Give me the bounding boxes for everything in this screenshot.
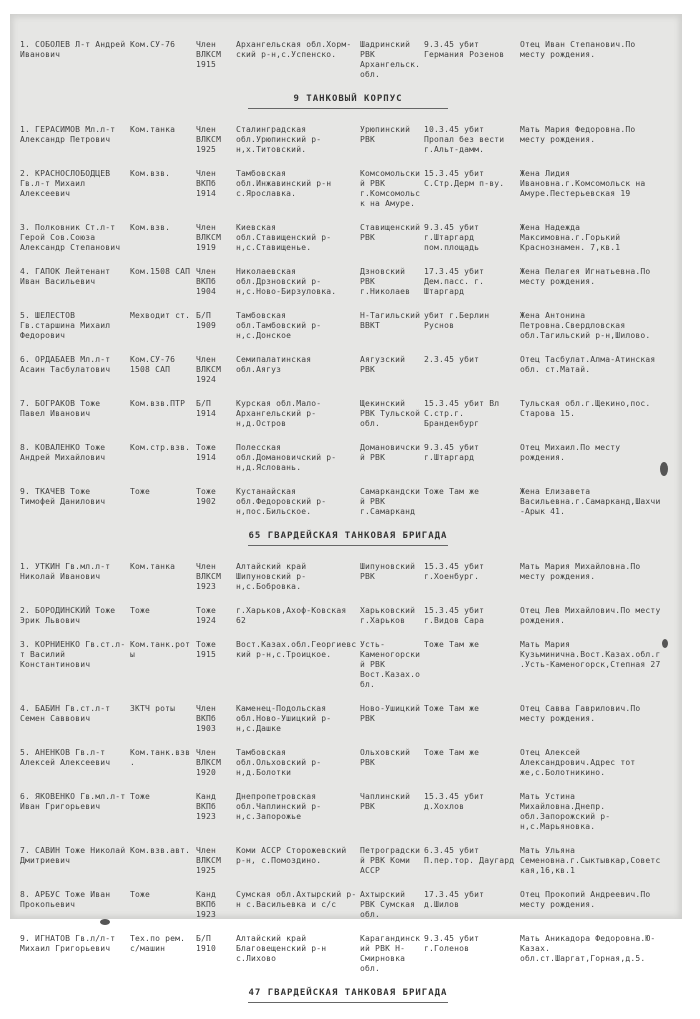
entry-draft-office: Ольховский РВК — [360, 748, 411, 767]
list-entry — [20, 890, 676, 920]
entry-address: Киевская обл.Ставищенский р-н,с.Ставищенье. — [236, 223, 332, 252]
entry-draft-office: Щекинский РВК Тульской обл. — [360, 399, 421, 428]
list-entry — [20, 443, 676, 473]
list-entry — [20, 487, 676, 517]
entry-draft-office: Ахтырский РВК Сумская обл. — [360, 890, 416, 919]
entry-address: Вост.Казах.обл.Георгиевский р-н,с.Троицкое. — [236, 640, 357, 659]
entry-post: Ком.танка — [130, 125, 176, 134]
list-entry — [20, 311, 676, 341]
section-underline — [248, 545, 448, 546]
entry-date-burial: 15.3.45 убит С.Стр.Дерм п-ву. — [424, 169, 505, 188]
entry-family: Мать Мария Федоровна.По месту рождения. — [520, 125, 636, 144]
entry-name: 6. ОРДАБАЕВ Мл.л-т Асаин Тасбулатович — [20, 355, 111, 374]
entry-draft-office: Дзновский РВК г.Николаев — [360, 267, 411, 296]
entry-name: 3. КОРНИЕНКО Гв.ст.л-т Василий Константинович — [20, 640, 126, 669]
entry-name: 4. ГАПОК Лейтенант Иван Васильевич — [20, 267, 111, 286]
entry-name: 4. БАБИН Гв.ст.л-т Семен Саввович — [20, 704, 111, 723]
entry-name: 8. АРБУС Тоже Иван Прокопьевич — [20, 890, 111, 909]
list-entry — [20, 40, 676, 80]
entry-draft-office: Н-Тагильский ВВКТ — [360, 311, 421, 330]
entry-post: Ком.СУ-76 1508 САП — [130, 355, 176, 374]
list-entry — [20, 640, 676, 690]
entry-party-year: Член ВЛКСМ 1924 — [196, 355, 222, 384]
entry-family: Отец Савва Гаврилович.По месту рождения. — [520, 704, 641, 723]
entry-date-burial: Тоже Там же — [424, 487, 480, 496]
entry-address: Николаевская обл.Дрзновский р-н,с.Ново-Бирзуловка. — [236, 267, 337, 296]
entry-address: Полесская обл.Домановичский р-н,д.Ясловань. — [236, 443, 337, 472]
entry-name: 8. КОВАЛЕНКО Тоже Андрей Михайлович — [20, 443, 106, 462]
entry-name: 3. Полковник Ст.л-т Герой Сов.Союза Александр Степанович — [20, 223, 121, 252]
entry-post: Тоже — [130, 487, 151, 496]
entry-address: Днепропетровская обл.Чаплинский р-н,с.Запорожье — [236, 792, 322, 821]
section-title: 47 ГВАРДЕЙСКАЯ ТАНКОВАЯ БРИГАДА — [248, 988, 448, 998]
entry-address: г.Харьков,Ахоф-Ковская 62 — [236, 606, 347, 625]
entry-party-year: Член ВЛКСМ 1923 — [196, 562, 222, 591]
entry-party-year: Член ВЛКСМ 1925 — [196, 846, 222, 875]
entry-address: Тамбовская обл.Инжавинский р-н с.Ярославка. — [236, 169, 332, 198]
entry-family: Отец Лев Михайлович.По месту рождения. — [520, 606, 661, 625]
entry-name: 2. КРАСНОСЛОБОДЦЕВ Гв.л-т Михаил Алексеевич — [20, 169, 111, 198]
list-entry — [20, 846, 676, 876]
entry-date-burial: убит г.Берлин Руснов — [424, 311, 490, 330]
entry-date-burial: 15.3.45 убит Вл С.стр.г. Бранденбург — [424, 399, 500, 428]
entry-family: Мать Мария Кузьминична.Вост.Казах.обл.г.Усть-Каменогорск,Степная 27 — [520, 640, 661, 669]
entry-date-burial: 6.3.45 убит П.пер.тор. Даугард — [424, 846, 515, 865]
section-underline — [248, 108, 448, 109]
entry-post: Ком.танка — [130, 562, 176, 571]
section-underline — [248, 1002, 448, 1003]
entry-party-year: Тоже 1915 — [196, 640, 217, 659]
entry-date-burial: 17.3.45 убит Дем.пасс. г. Штаргард — [424, 267, 485, 296]
entry-address: Сталинградская обл.Урюпинский р-н,х.Титовский. — [236, 125, 322, 154]
entry-address: Тамбовская обл.Тамбовский р-н,с.Донское — [236, 311, 322, 340]
section-title: 9 ТАНКОВЫЙ КОРПУС — [293, 94, 403, 104]
entry-post: Тех.по рем. с/машин — [130, 934, 186, 953]
entry-draft-office: Комсомольский РВК г.Комсомольск на Амуре. — [360, 169, 421, 208]
entry-family: Тульская обл.г.Щекино,пос. Старова 15. — [520, 399, 651, 418]
entry-date-burial: 9.3.45 убит Германия Розенов — [424, 40, 505, 59]
entry-name: 5. ШЕЛЕСТОВ Гв.старшина Михаил Федорович — [20, 311, 111, 340]
entry-family: Жена Пелагея Игнатьевна.По месту рождения. — [520, 267, 651, 286]
list-entry — [20, 792, 676, 832]
entry-family: Мать Аникадора Федоровна.Ю-Казах. обл.ст.Шаргат,Горная,д.5. — [520, 934, 656, 963]
entry-address: Кустанайская обл.Федоровский р-н,пос.Бильское. — [236, 487, 327, 516]
entry-party-year: Тоже 1924 — [196, 606, 217, 625]
entry-name: 2. БОРОДИНСКИЙ Тоже Эрик Львович — [20, 606, 116, 625]
entry-family: Жена Елизавета Васильевна.г.Самарканд,Шахчи-Арык 41. — [520, 487, 661, 516]
ink-smudge — [100, 919, 110, 925]
entry-post: Ком.стр.взв. — [130, 443, 191, 452]
entry-family: Отец Михаил.По месту рождения. — [520, 443, 621, 462]
entry-address: Алтайский край Благовещенский р-н с.Лихово — [236, 934, 327, 963]
entry-party-year: Канд ВКПб 1923 — [196, 792, 217, 821]
entry-name: 1. ГЕРАСИМОВ Мл.л-т Александр Петрович — [20, 125, 116, 144]
entry-draft-office: Петроградский РВК Коми АССР — [360, 846, 421, 875]
entry-family: Отец Тасбулат.Алма-Атинская обл. ст.Матай. — [520, 355, 656, 374]
entry-name: 6. ЯКОВЕНКО Гв.мл.л-т Иван Григорьевич — [20, 792, 126, 811]
entry-party-year: Тоже 1914 — [196, 443, 217, 462]
entry-party-year: Член ВКПб 1904 — [196, 267, 217, 296]
entry-address: Курская обл.Мало-Архангельский р-н,д.Остров — [236, 399, 322, 428]
entry-family: Жена Лидия Ивановна.г.Комсомольск на Амуре.Пестерьевская 19 — [520, 169, 646, 198]
entry-post: ЗКТЧ роты — [130, 704, 176, 713]
entry-family: Отец Иван Степанович.По месту рождения. — [520, 40, 636, 59]
list-entry — [20, 355, 676, 385]
entry-name: 7. САВИН Тоже Николай Дмитриевич — [20, 846, 126, 865]
entry-name: 9. ТКАЧЕВ Тоже Тимофей Данилович — [20, 487, 106, 506]
entry-family: Мать Мария Михайловна.По месту рождения. — [520, 562, 641, 581]
ink-smudge — [662, 639, 668, 648]
entry-party-year: Член ВЛКСМ 1915 — [196, 40, 222, 69]
entry-draft-office: Карагандинский РВК Н-Смирновка обл. — [360, 934, 421, 973]
entry-post: Ком.танк.взв. — [130, 748, 191, 767]
entry-address: Архангельская обл.Хорм-ский р-н,с.Успенско. — [236, 40, 352, 59]
document-page — [10, 14, 682, 998]
entry-post: Ком.1508 САП — [130, 267, 191, 276]
entry-date-burial: 2.3.45 убит — [424, 355, 480, 364]
entry-name: 7. БОГРАКОВ Тоже Павел Иванович — [20, 399, 101, 418]
entry-post: Ком.взв.авт. — [130, 846, 191, 855]
entry-post: Ком.СУ-76 — [130, 40, 176, 49]
entry-date-burial: Тоже Там же — [424, 748, 480, 757]
entry-family: Отец Прокопий Андреевич.По месту рождения. — [520, 890, 651, 909]
entry-draft-office: Шадринский РВК Архангельск.обл. — [360, 40, 421, 79]
entry-date-burial: Тоже Там же — [424, 704, 480, 713]
entry-party-year: Б/П 1914 — [196, 399, 217, 418]
entry-family: Жена Надежда Максимовна.г.Горький Краснознамен. 7,кв.1 — [520, 223, 621, 252]
entry-draft-office: Усть-Каменогорский РВК Вост.Казах.обл. — [360, 640, 421, 689]
entry-post: Ком.взв. — [130, 223, 171, 232]
entry-post: Тоже — [130, 792, 151, 801]
casualty-list — [20, 40, 676, 1019]
entry-party-year: Тоже 1902 — [196, 487, 217, 506]
entry-post: Ком.взв. — [130, 169, 171, 178]
entry-party-year: Б/П 1909 — [196, 311, 217, 330]
entry-date-burial: 10.3.45 убит Пропал без вести г.Альт-дамм. — [424, 125, 505, 154]
entry-party-year: Б/П 1910 — [196, 934, 217, 953]
list-entry — [20, 223, 676, 253]
entry-address: Алтайский край Шипуновский р-н,с.Бобровка. — [236, 562, 307, 591]
entry-date-burial: Тоже Там же — [424, 640, 480, 649]
list-entry — [20, 169, 676, 209]
entry-post: Ком.взв.ПТР — [130, 399, 186, 408]
entry-date-burial: 9.3.45 убит г.Голенов — [424, 934, 480, 953]
entry-draft-office: Аягузский РВК — [360, 355, 406, 374]
entry-draft-office: Харьковский г.Харьков — [360, 606, 416, 625]
list-entry — [20, 562, 676, 592]
ink-smudge — [660, 462, 668, 476]
entry-date-burial: 9.3.45 убит г.Штаргард — [424, 443, 480, 462]
list-entry — [20, 399, 676, 429]
entry-party-year: Канд ВКПб 1923 — [196, 890, 217, 919]
entry-address: Сумская обл.Ахтырский р-н с.Васильевка и с/с — [236, 890, 357, 909]
entry-address: Тамбовская обл.Ольховский р-н,д.Болотки — [236, 748, 322, 777]
entry-address: Семипалатинская обл.Аягуз — [236, 355, 312, 374]
entry-draft-office: Шипуновский РВК — [360, 562, 416, 581]
entry-draft-office: Домановичский РВК — [360, 443, 421, 462]
entry-post: Мехводит ст. — [130, 311, 191, 320]
entry-name: 1. УТКИН Гв.мл.л-т Николай Иванович — [20, 562, 111, 581]
entry-party-year: Член ВКПб 1914 — [196, 169, 217, 198]
entry-family: Мать Устина Михайловна.Днепр. обл.Запорожский р-н,с.Марьяновка. — [520, 792, 611, 831]
entry-address: Каменец-Подольская обл.Ново-Ушицкий р-н,с.Дашке — [236, 704, 332, 733]
list-entry — [20, 125, 676, 155]
entry-name: 9. ИГНАТОВ Гв.л/л-т Михаил Григорьевич — [20, 934, 116, 953]
list-entry — [20, 606, 676, 626]
entry-draft-office: Чаплинский РВК — [360, 792, 411, 811]
entry-draft-office: Самаркандский РВК г.Самарканд — [360, 487, 421, 516]
entry-date-burial: 15.3.45 убит г.Видов Сара — [424, 606, 485, 625]
section-title: 65 ГВАРДЕЙСКАЯ ТАНКОВАЯ БРИГАДА — [248, 531, 448, 541]
entry-date-burial: 9.3.45 убит г.Штаргард пом.площадь — [424, 223, 480, 252]
entry-family: Мать Ульяна Семеновна.г.Сыктывкар,Советская,16,кв.1 — [520, 846, 661, 875]
list-entry — [20, 704, 676, 734]
entry-address: Коми АССР Сторожевский р-н, с.Помоздино. — [236, 846, 347, 865]
list-entry — [20, 934, 676, 974]
entry-party-year: Член ВЛКСМ 1925 — [196, 125, 222, 154]
entry-family: Отец Алексей Александрович.Адрес тот же,с.Болотникино. — [520, 748, 636, 777]
entry-family: Жена Антонина Петровна.Свердловская обл.Тагильский р-н,Шилово. — [520, 311, 651, 340]
entry-party-year: Член ВКПб 1903 — [196, 704, 217, 733]
entry-draft-office: Ставищенский РВК — [360, 223, 421, 242]
entry-draft-office: Урюпинский РВК — [360, 125, 411, 144]
entry-party-year: Член ВЛКСМ 1920 — [196, 748, 222, 777]
entry-draft-office: Ново-Ушицкий РВК — [360, 704, 421, 723]
list-entry — [20, 267, 676, 297]
entry-date-burial: 15.3.45 убит г.Хоенбург. — [424, 562, 485, 581]
entry-post: Ком.танк.роты — [130, 640, 191, 659]
entry-name: 1. СОБОЛЕВ Л-т Андрей Иванович — [20, 40, 126, 59]
entry-post: Тоже — [130, 606, 151, 615]
entry-name: 5. АНЕНКОВ Гв.л-т Алексей Алексеевич — [20, 748, 111, 767]
list-entry — [20, 748, 676, 778]
entry-date-burial: 15.3.45 убит д.Хохлов — [424, 792, 485, 811]
entry-party-year: Член ВЛКСМ 1919 — [196, 223, 222, 252]
entry-date-burial: 17.3.45 убит д.Шилов — [424, 890, 485, 909]
entry-post: Тоже — [130, 890, 151, 899]
